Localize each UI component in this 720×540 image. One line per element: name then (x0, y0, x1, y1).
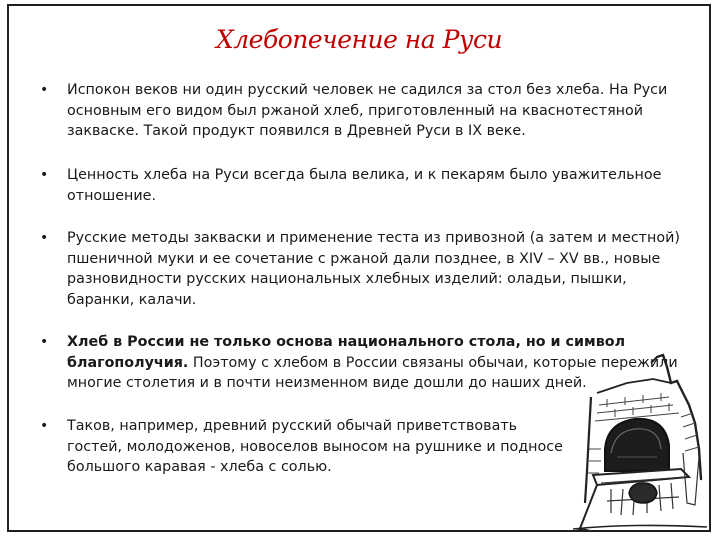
bullet-text: Русские методы закваски и применение теста из привозной (а затем и местной) пшеничной муки и ее сочетание с ржаной дали позднее, в XIV – XV вв., новые разновидности русских национальных хлебных изделий: оладьи, пышки, баранки, калачи. (67, 230, 680, 308)
bullet-marker: • (40, 82, 49, 98)
bullet-marker: • (40, 334, 49, 350)
bullet-text: Таков, например, древний русский обычай приветствовать гостей, молодоженов, новоселов выносом на рушнике и подносе большого каравая - хлеба с солью. (67, 418, 563, 475)
bullet-marker: • (40, 230, 49, 246)
bullet-item (40, 416, 572, 478)
bullet-bold-text: Хлеб в России не только основа национального стола, но и символ благополучия. (67, 334, 626, 371)
bullet-item (40, 165, 682, 206)
russian-oven-illustration (571, 353, 709, 533)
slide-title: Хлебопечение на Руси (215, 25, 503, 54)
bullet-item (40, 80, 682, 142)
bullet-marker: • (40, 418, 49, 434)
bullet-item (40, 228, 682, 310)
bullet-text: Испокон веков ни один русский человек не садился за стол без хлеба. На Руси основным его видом был ржаной хлеб, приготовленный на кваснотестяной закваске. Такой продукт появился в Древней Руси в IX веке. (67, 82, 668, 139)
bullet-text: Поэтому с хлебом в России связаны обычаи, которые пережили многие столетия и в почти неизменном виде дошли до наших дней. (67, 354, 678, 391)
bullet-text: Ценность хлеба на Руси всегда была велика, и к пекарям было уважительное отношение. (67, 167, 662, 204)
bullet-marker: • (40, 167, 49, 183)
